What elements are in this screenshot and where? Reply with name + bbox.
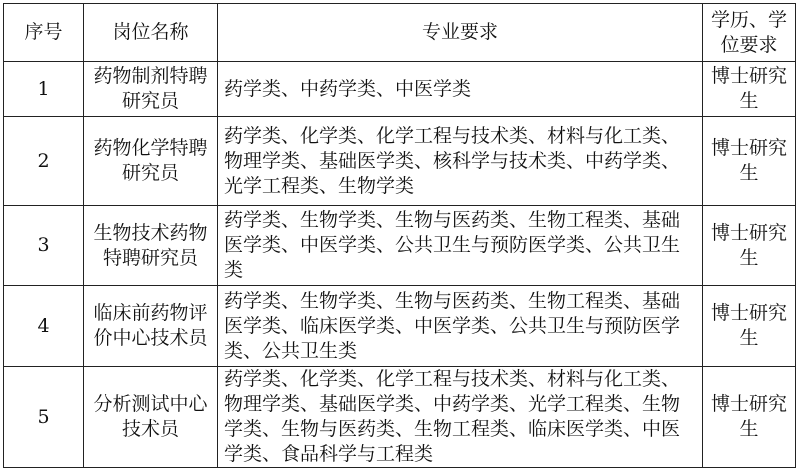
- row-number: 4: [4, 286, 84, 367]
- position-name: 药物制剂特聘研究员: [84, 62, 218, 117]
- header-major: 专业要求: [218, 4, 703, 62]
- table-row: [4, 206, 796, 286]
- position-name: 临床前药物评价中心技术员: [84, 286, 218, 367]
- table-row: [4, 286, 796, 367]
- job-requirements-table-wrapper: [3, 3, 796, 468]
- header-no: 序号: [4, 4, 84, 62]
- table-row: [4, 117, 796, 206]
- major-requirements: 药学类、化学类、化学工程与技术类、材料与化工类、物理学类、基础医学类、中药学类、光学工程类、生物学类、生物与医药类、生物工程类、临床医学类、中医学类、食品科学与工程类: [218, 367, 703, 468]
- major-requirements: 药学类、中药学类、中医学类: [218, 62, 703, 117]
- position-name: 生物技术药物特聘研究员: [84, 206, 218, 286]
- degree-requirement: 博士研究生: [703, 367, 796, 468]
- row-number: 5: [4, 367, 84, 468]
- degree-requirement: 博士研究生: [703, 117, 796, 206]
- position-name: 分析测试中心技术员: [84, 367, 218, 468]
- degree-requirement: 博士研究生: [703, 62, 796, 117]
- row-number: 2: [4, 117, 84, 206]
- header-position: 岗位名称: [84, 4, 218, 62]
- major-requirements: 药学类、生物学类、生物与医药类、生物工程类、基础医学类、临床医学类、中医学类、公共卫生与预防医学类、公共卫生类: [218, 286, 703, 367]
- job-requirements-table: [3, 3, 796, 468]
- degree-requirement: 博士研究生: [703, 286, 796, 367]
- table-row: [4, 62, 796, 117]
- degree-requirement: 博士研究生: [703, 206, 796, 286]
- major-requirements: 药学类、生物学类、生物与医药类、生物工程类、基础医学类、中医学类、公共卫生与预防医学类、公共卫生类: [218, 206, 703, 286]
- row-number: 3: [4, 206, 84, 286]
- table-row: [4, 367, 796, 468]
- row-number: 1: [4, 62, 84, 117]
- major-requirements: 药学类、化学类、化学工程与技术类、材料与化工类、物理学类、基础医学类、核科学与技术类、中药学类、光学工程类、生物学类: [218, 117, 703, 206]
- position-name: 药物化学特聘研究员: [84, 117, 218, 206]
- header-degree: 学历、学位要求: [703, 4, 796, 62]
- header-row: [4, 4, 796, 62]
